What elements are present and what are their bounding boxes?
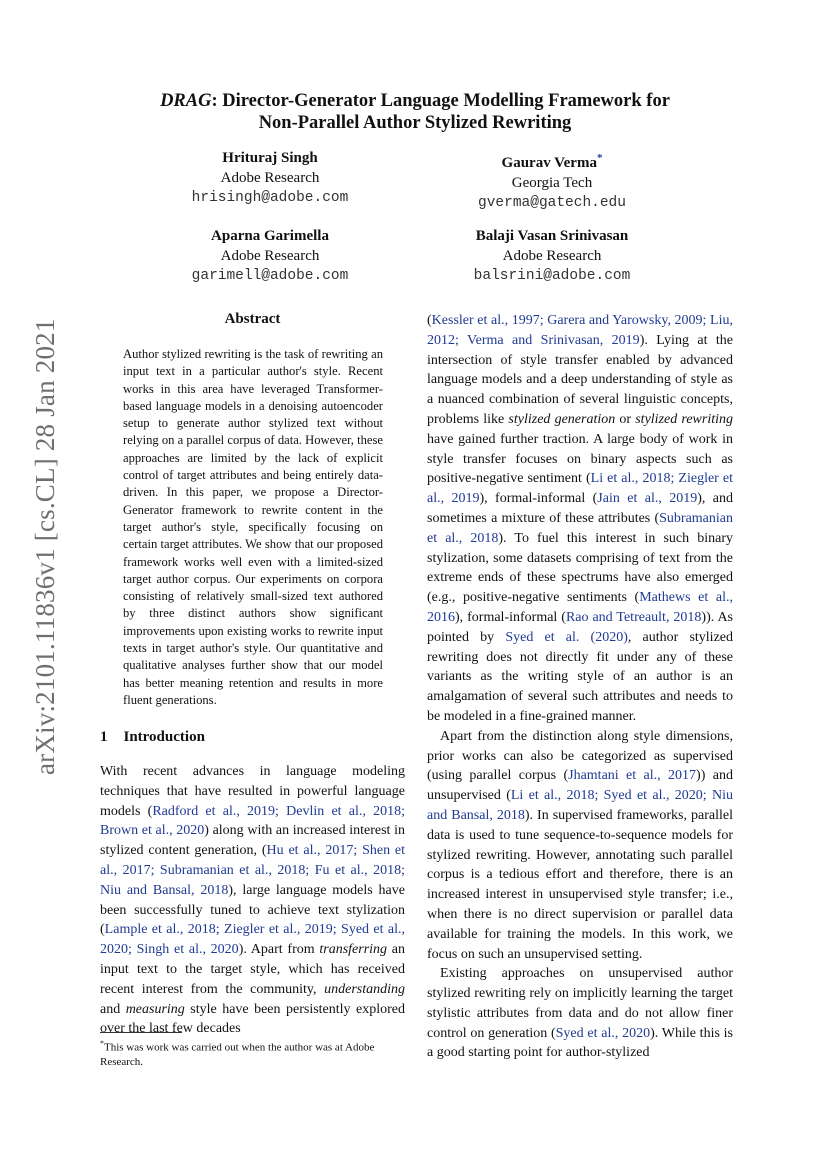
body-text: style have been persistently explored over the last few decades xyxy=(100,1001,405,1037)
body-text: ). Apart from xyxy=(238,942,320,958)
body-text: ), formal-informal ( xyxy=(479,491,598,507)
author-email: hrisingh@adobe.com xyxy=(191,190,349,206)
body-text: ), formal-informal ( xyxy=(455,609,566,625)
body-text: , author stylized rewriting does not directly fit under any of these variants as the writing style of an author is an amalgamation of several such attributes and needs to be modeled in a fine-grained manner. xyxy=(427,629,734,724)
author-block-4 xyxy=(392,226,712,286)
citation-link[interactable]: Jhamtani et al., 2017 xyxy=(568,768,697,784)
footnote-text: This was work was carried out when the author was at Adobe Research. xyxy=(100,1041,375,1068)
citation-link[interactable]: Kessler et al., 1997; Garera and Yarowsky, 2009; Liu, 2012; Verma and Srinivasan, 2019 xyxy=(427,313,733,348)
author-block-2 xyxy=(392,148,712,213)
emphasis: stylized generation xyxy=(508,411,616,427)
emphasis: understanding xyxy=(324,981,405,997)
body-text: Apart from the distinction along style dimensions, prior works can also be categorized as supervised (using parallel corpus ( xyxy=(427,728,733,784)
author-name: Aparna Garimella xyxy=(211,228,329,244)
author-affiliation: Adobe Research xyxy=(502,248,602,264)
citation-link[interactable]: Li et al., 2018; Syed et al., 2020; Niu and Bansal, 2018 xyxy=(427,788,733,823)
author-email: garimell@adobe.com xyxy=(191,268,349,284)
footnote-mark: * xyxy=(100,1039,104,1048)
body-text: ). In supervised frameworks, parallel data is used to tune sequence-to-sequence models for stylized rewriting. However, annotating such parallel corpus is a tedious effort and therefore, there is an increased interest in unsupervised style transfer; i.e., when there is no direct supervision or parallel data available for training the models. In this work, we focus on such an unsupervised setting. xyxy=(427,807,733,962)
body-text: and xyxy=(100,1001,126,1017)
body-text: have gained further traction. A large body of work in style transfer focuses on binary aspects such as positive-negative sentiment ( xyxy=(427,431,733,487)
body-text: ). To fuel this interest in such binary stylization, some datasets comprising of text from the extreme ends of these spectrums have also emerged (e.g., positive-negative sentiments ( xyxy=(427,530,733,606)
citation-link[interactable]: Syed et al. (2020) xyxy=(505,629,628,645)
footnote-marker[interactable]: * xyxy=(596,152,603,164)
abstract-text: Author stylized rewriting is the task of rewriting an input text in a particular author's style. Recent works in this area have leveraged Transformer-based language models in a denoising autoencoder setup to generate author stylized text without relying on a parallel corpus of data. However, these approaches are limited by the lack of explicit control of target attributes and being entirely data-driven. In this paper, we propose a Director-Generator framework to rewrite content in the target author's style, specifically focusing on certain target attributes. We show that our proposed framework works well even with a limited-sized target author corpus. Our experiments on corpora consisting of relatively small-sized text authored by three distinct authors show significant improvements upon existing works to rewrite input texts in target author's style. Our quantitative and qualitative analyses further show that our model has better meaning retention and results in more fluent generations. xyxy=(123,347,383,707)
footnote-divider xyxy=(100,1032,182,1033)
author-name: Gaurav Verma xyxy=(501,155,597,171)
body-text: ), and sometimes a mixture of these attributes ( xyxy=(427,491,733,526)
title-line2: Non-Parallel Author Stylized Rewriting xyxy=(258,113,572,133)
section-title: Introduction xyxy=(123,729,205,745)
section-heading xyxy=(100,729,205,746)
author-block-3 xyxy=(110,226,430,286)
intro-paragraph-left xyxy=(100,762,405,1039)
intro-paragraph xyxy=(427,311,733,727)
citation-link[interactable]: Syed et al., 2020 xyxy=(555,1025,651,1041)
citation-link[interactable]: Lample et al., 2018; Ziegler et al., 2019; Syed et al., 2020; Singh et al., 2020 xyxy=(100,922,405,958)
title-acronym: DRAG xyxy=(160,91,212,111)
section-number: 1 xyxy=(100,729,108,745)
intro-paragraph xyxy=(427,964,733,1063)
citation-link[interactable]: Subramanian et al., 2018 xyxy=(427,510,733,546)
body-text: )). As pointed by xyxy=(427,609,733,645)
emphasis: measuring xyxy=(125,1001,185,1017)
emphasis: stylized rewriting xyxy=(635,411,733,427)
abstract-heading: Abstract xyxy=(224,311,281,327)
body-text: ), large language models have been successfully tuned to achieve text stylization ( xyxy=(100,882,405,938)
citation-link[interactable]: Radford et al., 2019; Devlin et al., 2018; Brown et al., 2020 xyxy=(100,803,405,839)
emphasis: transferring xyxy=(319,942,388,958)
arxiv-stamp: arXiv:2101.11836v1 [cs.CL] 28 Jan 2021 xyxy=(30,318,60,775)
body-text: ) along with an increased interest in stylized content generation, ( xyxy=(100,823,405,859)
author-name: Hrituraj Singh xyxy=(222,150,318,166)
citation-link[interactable]: Mathews et al., 2016 xyxy=(427,590,733,625)
body-text: With recent advances in language modeling techniques that have resulted in powerful language models ( xyxy=(100,764,405,819)
body-text: Existing approaches on unsupervised author stylized rewriting rely on implicitly learning the target stylistic attributes from data and do not allow finer control on generation ( xyxy=(427,966,733,1041)
title-line1: : Director-Generator Language Modelling Framework for xyxy=(211,91,670,111)
intro-right-column xyxy=(427,311,733,1063)
citation-link[interactable]: Hu et al., 2017; Shen et al., 2017; Subramanian et al., 2018; Fu et al., 2018; Niu and Bansal, 2018 xyxy=(100,843,406,898)
citation-link[interactable]: Li et al., 2018; Ziegler et al., 2019 xyxy=(427,471,734,507)
author-affiliation: Adobe Research xyxy=(220,170,320,186)
body-text: or xyxy=(615,411,636,427)
body-text: ( xyxy=(427,313,432,328)
citation-link[interactable]: Rao and Tetreault, 2018 xyxy=(565,609,702,625)
author-affiliation: Georgia Tech xyxy=(511,175,593,191)
author-email: gverma@gatech.edu xyxy=(478,195,626,211)
intro-paragraph xyxy=(427,727,733,965)
body-text: ). Lying at the intersection of style transfer enabled by advanced language models and a deep understanding of style as a nuanced combination of several linguistic concepts, problems like xyxy=(427,332,733,427)
body-text: an input text to the target style, which has received recent interest from the community, xyxy=(100,942,405,997)
paper-title xyxy=(100,90,730,134)
body-text: )) and unsupervised ( xyxy=(427,768,733,804)
citation-link[interactable]: Jain et al., 2019 xyxy=(597,491,698,507)
author-email: balsrini@adobe.com xyxy=(473,268,631,284)
author-affiliation: Adobe Research xyxy=(220,248,320,264)
author-block-1 xyxy=(110,148,430,208)
footnote xyxy=(100,1037,405,1069)
body-text: ). While this is a good starting point for author-stylized xyxy=(427,1025,733,1061)
author-name: Balaji Vasan Srinivasan xyxy=(475,228,629,244)
